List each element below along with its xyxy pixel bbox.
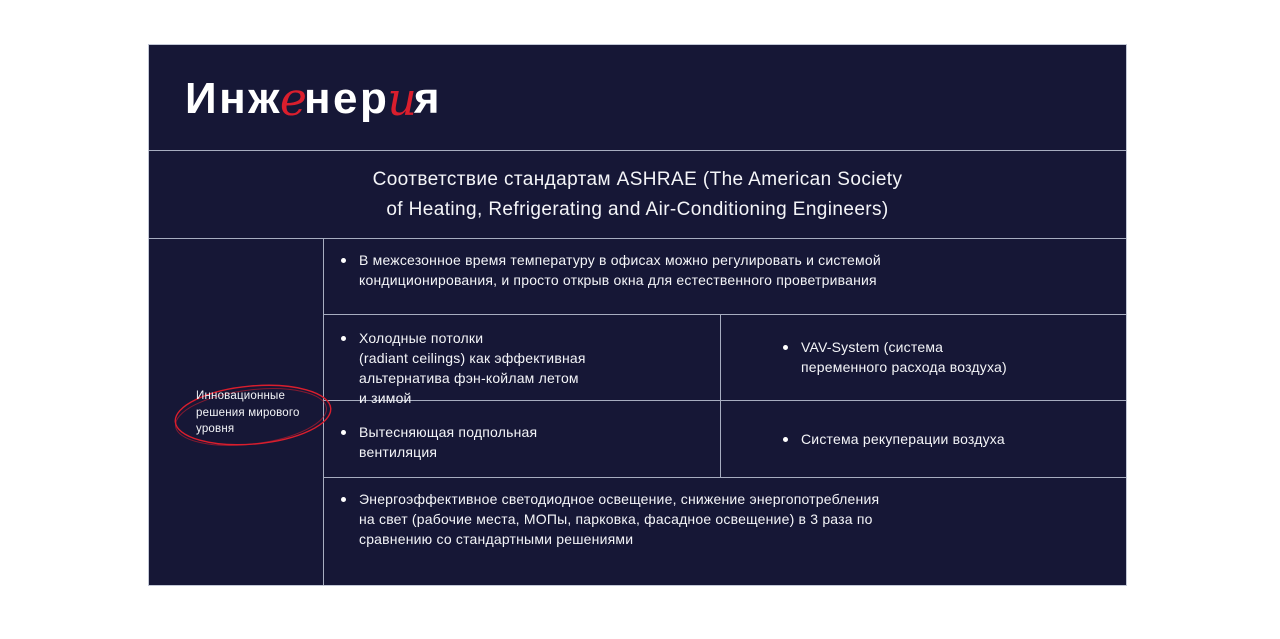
slide-title [185,72,443,126]
table-row-header-cell [149,239,324,585]
subtitle-line: Соответствие стандартам ASHRAE (The American Society [372,168,903,190]
cell-text: VAV-System (система переменного расхода воздуха) [801,339,1007,375]
title-part: Инж [185,73,282,123]
table-row [324,239,1126,315]
table-row [324,401,1126,478]
table-cell-radiant-ceilings [324,315,721,406]
bullet-icon [341,430,346,435]
bullet-icon [341,258,346,263]
presentation-slide [148,44,1127,586]
title-script-letter-e: е [279,72,307,126]
title-part: я [413,73,443,123]
table-row [324,478,1126,585]
table-cell-vav-system [721,315,1126,400]
table-content-column [324,239,1126,585]
subtitle-band [149,151,1126,239]
bullet-icon [783,345,788,350]
title-script-letter-i: и [387,72,417,126]
cell-text: В межсезонное время температуру в офисах можно регулировать и системой кондиционирования, и просто открыв окна для естественного проветривания [359,252,881,288]
title-part: нер [303,73,390,123]
title-band [149,45,1126,151]
bullet-icon [783,437,788,442]
cell-text: Холодные потолки (radiant ceilings) как эффективная альтернатива фэн-койлам летом и зимой [359,330,586,406]
table-cell-air-recuperation [721,401,1126,477]
bullet-icon [341,336,346,341]
side-label [196,388,300,438]
subtitle-line: of Heating, Refrigerating and Air-Conditioning Engineers) [386,198,889,220]
bullet-icon [341,497,346,502]
features-table [149,239,1126,585]
cell-text: Система рекуперации воздуха [801,431,1005,447]
table-row [324,315,1126,406]
cell-text: Энергоэффективное светодиодное освещение, снижение энергопотребления на свет (рабочие места, МОПы, парковка, фасадное освещение) в 3 раза по сравнению со стандартными решениями [359,491,880,547]
side-label-line: уровня [196,423,235,435]
side-label-line: решения мирового [196,406,300,419]
table-cell-displacement-ventilation [324,401,721,477]
table-cell-led-lighting [324,478,1126,549]
table-cell-seasonal-ventilation [324,239,1126,290]
cell-text: Вытесняющая подпольная вентиляция [359,424,538,460]
side-label-line: Инновационные [196,390,286,402]
